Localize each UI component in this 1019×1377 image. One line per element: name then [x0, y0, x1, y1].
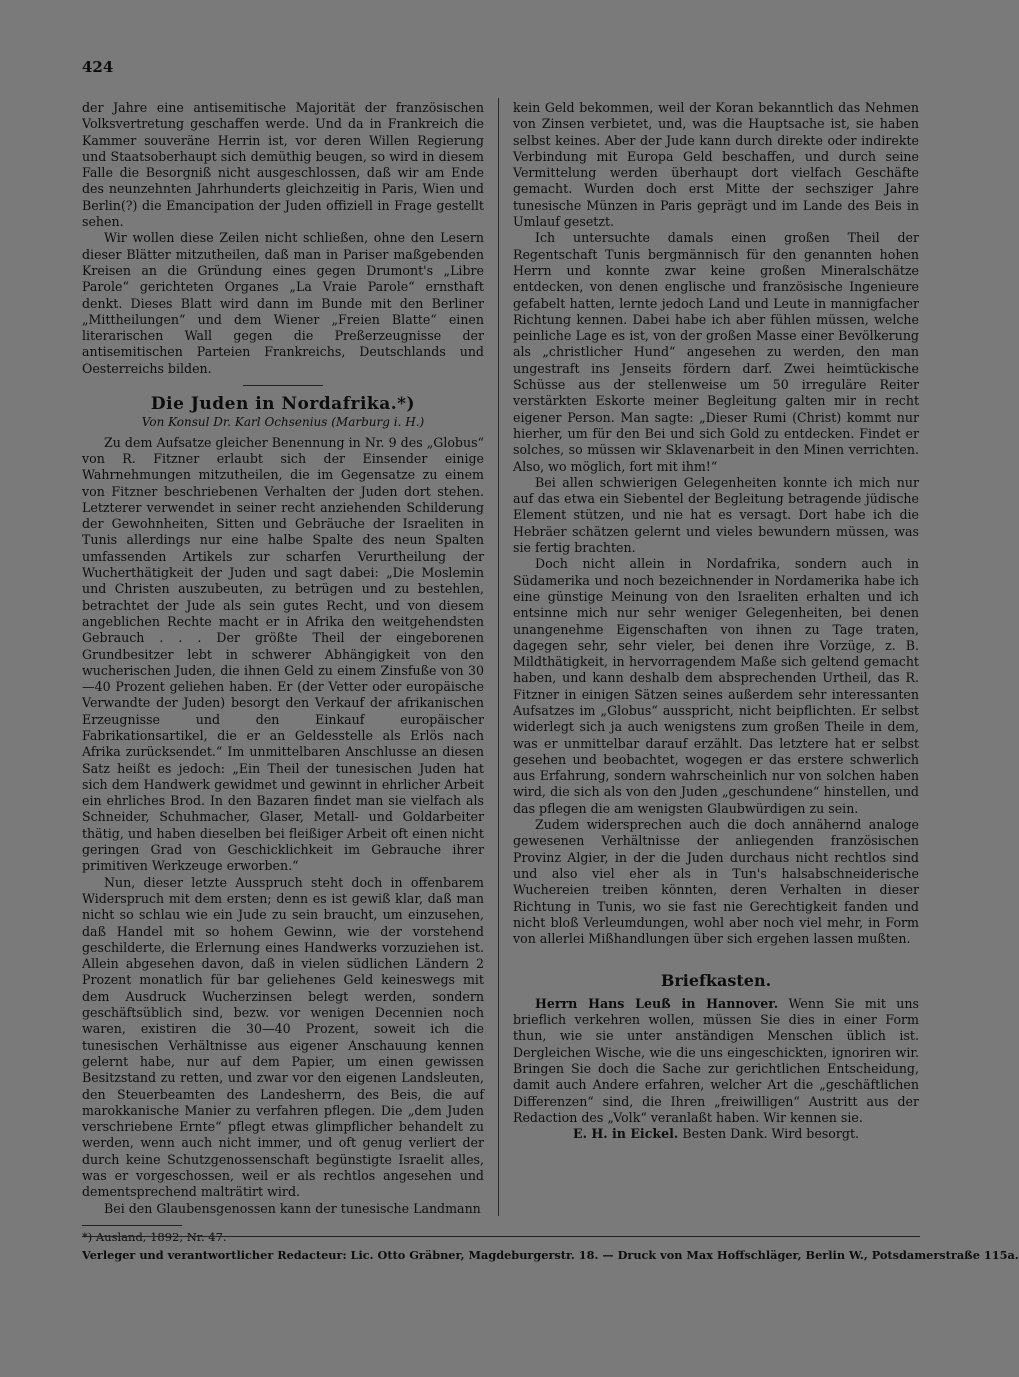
article-author: Von Konsul Dr. Karl Ochsenius (Marburg i. H.) [141, 415, 425, 430]
letterbox-text: Wenn Sie mit uns brieflich verkehren wollen, müssen Sie dies in einer Form thun, wie sie unter anständigen Menschen üblich ist. Dergleichen Wische, wie die uns eingeschickten, ignoriren wir. Bringen Sie doch die Sache zur gerichtlichen Entscheidung, damit auch Andere erfahren, welcher Art die „geschäftlichen Differenzen“ sind, die Ihren „freiwilligen“ Austritt aus der Redaction des „Volk“ veranlaßt haben. Wir kennen sie. [513, 995, 919, 1125]
intro-paragraph: Wir wollen diese Zeilen nicht schließen, ohne den Lesern dieser Blätter mitzutheilen, daß man in Pariser maßgebenden Kreisen an die Gründung eines gegen Drumont's „Libre Parole“ gerichteten Organes „La Vraie Parole“ ernsthaft denkt. Dieses Blatt wird dann im Bunde mit den Berliner „Mittheilungen“ und dem Wiener „Freien Blatte“ einen literarischen Wall gegen die Preßerzeugnisse der antisemitischen Parteien Frankreichs, Deutschlands und Oesterreichs bilden. [82, 230, 484, 376]
letterbox-recipient: Herrn Hans Leuß in Hannover. [535, 995, 779, 1011]
letterbox-entry [513, 1126, 919, 1142]
letterbox-title: Briefkasten. [660, 971, 772, 991]
article-paragraph: Bei den Glaubensgenossen kann der tunesische Landmann [104, 1200, 481, 1216]
article-paragraph: Zudem widersprechen auch die doch annähernd analoge gewesenen Verhältnisse der anliegenden französischen Provinz Algier, in der die Juden durchaus nicht rechtlos sind und also viel eher als in Tun's halsabschneiderische Wuchereien treiben könnten, deren Verhalten in dieser Richtung in Tunis, wo sie fast nie Gerechtigkeit fanden und nicht bloß Verleumdungen, wohl aber noch viel mehr, in Form von allerlei Mißhandlungen über sich ergehen lassen mußten. [513, 817, 919, 947]
footnote-rule [82, 1225, 182, 1226]
article-paragraph: Ich untersuchte damals einen großen Theil der Regentschaft Tunis bergmännisch für den genannten hohen Herrn und konnte zwar keine großen Mineralschätze entdecken, von denen englische und französische Ingenieure gefabelt hatten, lernte jedoch Land und Leute in mannigfacher Richtung kennen. Dabei habe ich aber fühlen müssen, welche peinliche Lage es ist, von der großen Masse einer Bevölkerung als „christlicher Hund“ angesehen zu werden, den man ungestraft ins Jenseits fördern darf. Zwei heimtückische Schüsse aus der stellenweise um 50 irreguläre Reiter verstärkten Eskorte meiner Begleitung galten mir in recht eigener Person. Man sagte: „Dieser Rumi (Christ) kommt nur hierher, um für den Bei und sich Gold zu entdecken. Findet er solches, so müssen wir Sklavenarbeit in den Minen verrichten. Also, wo möglich, fort mit ihm!“ [513, 230, 919, 474]
article-paragraph: Nun, dieser letzte Ausspruch steht doch in offenbarem Widerspruch mit dem ersten; denn es ist gewiß klar, daß man nicht so schlau wie ein Jude zu sein braucht, um einzusehen, daß Handel mit so hohem Gewinn, wie der vorstehend geschilderte, die Erlernung eines Handwerks vorzuziehen ist. Allein abgesehen davon, daß in vielen südlichen Ländern 2 Prozent monatlich für bar geliehenes Geld keineswegs mit dem Ausdruck Wucherzinsen belegt werden, sondern geschäftsüblich sind, bezw. vor wenigen Decennien noch waren, existiren die 30—40 Prozent, soweit ich die tunesischen Verhältnisse aus eigener Anschauung kennen gelernt habe, nur auf dem Papier, um einen gewissen Besitzstand zu retten, und zwar vor den eigenen Landsleuten, den Steuerbeamten des Landesherrn, des Beis, die auf marokkanische Manier zu verfahren pflegen. Die „dem Juden verschriebene Ernte“ pflegt etwas glimpflicher behandelt zu werden, wenn auch nicht immer, und oft genug verliert der durch keine Schutzgenossenschaft begünstigte Israelit alles, was er vorgeschossen, weil er als rechtlos angesehen und dementsprechend malträtirt wird. [82, 874, 484, 1200]
left-column [82, 100, 484, 1245]
article-paragraph: kein Geld bekommen, weil der Koran bekanntlich das Nehmen von Zinsen verbietet, und, was die Hauptsache ist, sie haben selbst keines. Aber der Jude kann durch direkte oder indirekte Verbindung mit Europa Geld beschaffen, und durch seine Vermittelung werden überhaupt dort vielfach Geschäfte gemacht. Wurden doch erst Mitte der sechsziger Jahre tunesische Münzen in Paris geprägt und im Lande des Beis in Umlauf gesetzt. [513, 100, 919, 230]
imprint-rule [82, 1236, 920, 1237]
article-paragraph: Zu dem Aufsatze gleicher Benennung in Nr. 9 des „Globus“ von R. Fitzner erlaubt sich der Einsender einige Wahrnehmungen mitzutheilen, die im Gegensatze zu einem von Fitzner beschriebenen Verhalten der Juden dort stehen. Letzterer verwendet in seiner recht anziehenden Schilderung der Gewohnheiten, Sitten und Gebräuche der Israeliten in Tunis allerdings nur eine halbe Spalte des neun Spalten umfassenden Artikels zur scharfen Verurtheilung der Wucherthätigkeit der Juden und sagt dabei: „Die Moslemin und Christen auszubeuten, zu betrügen und zu bestehlen, betrachtet der Jude als sein gutes Recht, und von diesem angeblichen Rechte macht er in Afrika den weitgehendsten Gebrauch . . . Der größte Theil der eingeborenen Grundbesitzer lebt in schwerer Abhängigkeit von den wucherischen Juden, die ihnen Geld zu einem Zinsfuße von 30—40 Prozent geliehen haben. Er (der Vetter oder europäische Verwandte der Juden) besorgt den Verkauf der afrikanischen Erzeugnisse und den Einkauf europäischer Fabrikationsartikel, die er an Geldesstelle als Erlös nach Afrika zurücksendet.“ Im unmittelbaren Anschlusse an diesen Satz heißt es jedoch: „Ein Theil der tunesischen Juden hat sich dem Handwerk gewidmet und gewinnt in ehrlicher Arbeit ein ehrliches Brod. In den Bazaren findet man sie vielfach als Schneider, Schuhmacher, Glaser, Metall- und Goldarbeiter thätig, und haben dieselben bei fleißiger Arbeit oft einen nicht geringen Grad von Geschicklichkeit im Gebrauche ihrer primitiven Werkzeuge erworben.“ [82, 434, 484, 874]
column-divider [498, 98, 499, 1216]
intro-paragraph: der Jahre eine antisemitische Majorität der französischen Volksvertretung geschaffen werde. Und da in Frankreich die Kammer souveräne Herrin ist, vor deren Willen Regierung und Staatsoberhaupt sich demüthig beugen, so wird in diesem Falle die Besorgniß nicht ausgeschlossen, daß wir am Ende des neunzehnten Jahrhunderts gleichzeitig in Paris, Wien und Berlin(?) die Emancipation der Juden offiziell in Frage gestellt sehen. [82, 100, 484, 230]
letterbox-entry [513, 996, 919, 1126]
section-divider [243, 385, 323, 386]
article-title: Die Juden in Nordafrika.*) [150, 394, 416, 415]
page-number: 424 [82, 58, 114, 76]
article-paragraph: Bei allen schwierigen Gelegenheiten konnte ich mich nur auf das etwa ein Siebentel der Begleitung betragende jüdische Element stützen, und nie hat es versagt. Dort habe ich die Hebräer schätzen gelernt und vieles bewundern müssen, was sie fertig brachten. [513, 474, 919, 556]
article-paragraph: Doch nicht allein in Nordafrika, sondern auch in Südamerika und noch bezeichnender in Nordamerika habe ich eine günstige Meinung von den Israeliten erhalten und ich entsinne mich nur sehr weniger Gelegenheiten, bei denen unangenehme Eigenschaften von ihnen zu Tage traten, dagegen sehr, sehr vieler, bei denen ihre Vorzüge, z. B. Mildthätigkeit, in hervorragendem Maße sich geltend gemacht haben, und kann deshalb dem absprechenden Urtheil, das R. Fitzner in einigen Sätzen seines außerdem sehr interessanten Aufsatzes im „Globus“ ausspricht, nicht beipflichten. Er selbst widerlegt sich ja auch wenigstens zum großen Theile in dem, was er unmittelbar darauf erzählt. Das letztere hat er selbst gesehen und beobachtet, wogegen er das erstere schwerlich aus Erfahrung, sondern wahrscheinlich nur von solchen haben wird, die sich als von den Juden „geschundene“ hinstellen, und das pflegen die am wenigsten Glaubwürdigen zu sein. [513, 556, 919, 816]
letterbox-text: Besten Dank. Wird besorgt. [682, 1126, 860, 1142]
footnote [82, 1229, 484, 1245]
imprint: Verleger und verantwortlicher Redacteur: Lic. Otto Gräbner, Magdeburgerstr. 18. — Druck von Max Hoffschläger, Berlin W., Potsdamerstraße 115a. [82, 1248, 1019, 1262]
letterbox-recipient: E. H. in Eickel. [572, 1126, 679, 1142]
right-column [513, 100, 919, 1142]
